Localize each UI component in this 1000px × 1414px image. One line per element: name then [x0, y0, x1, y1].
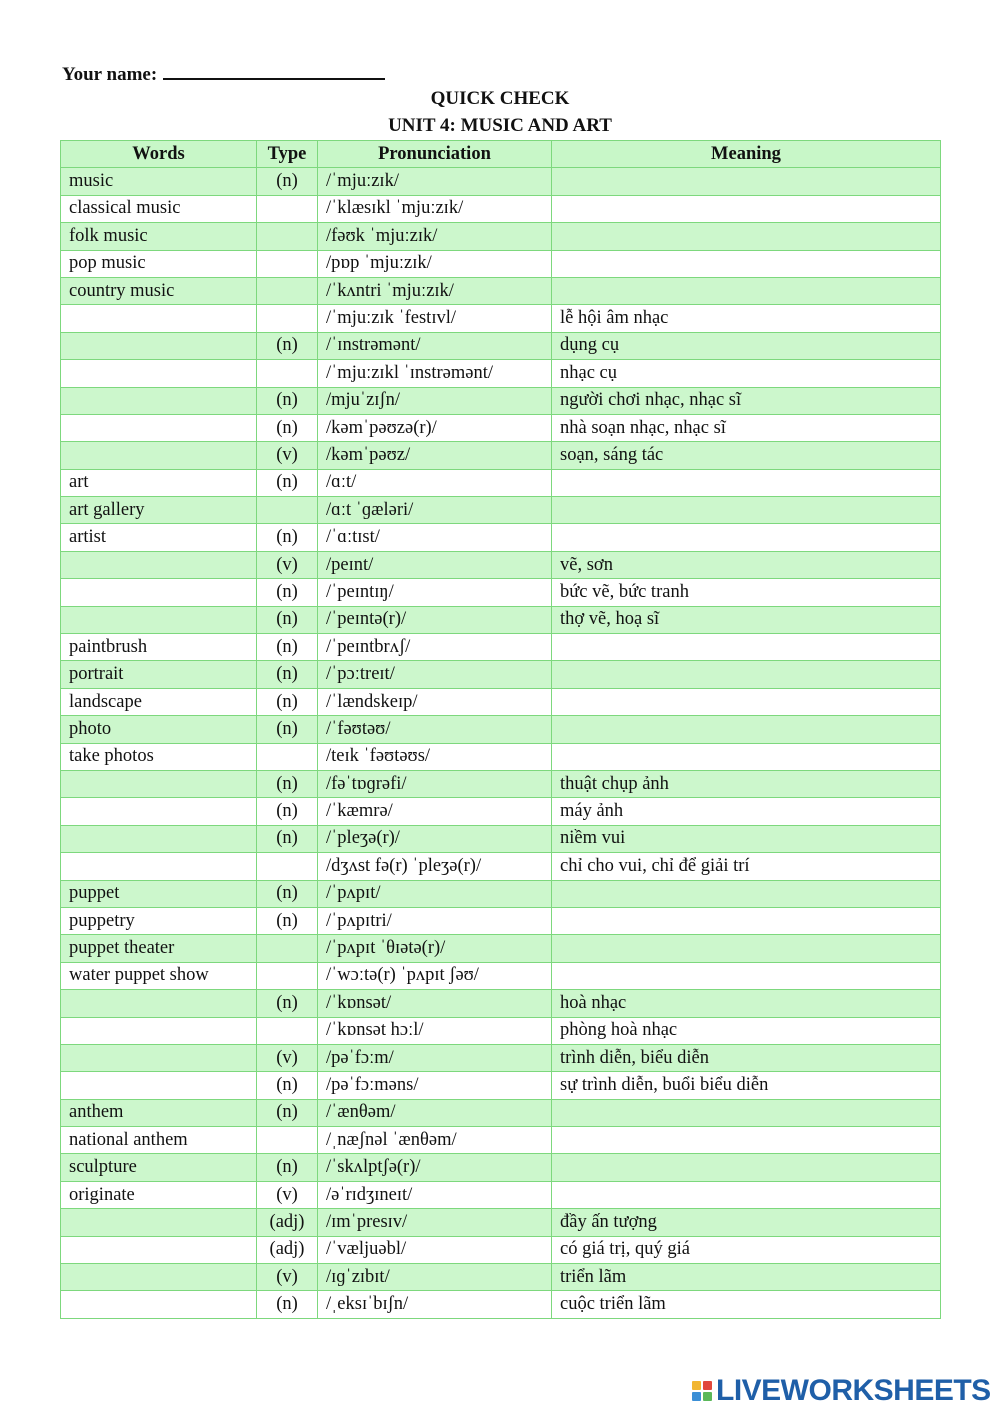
type-cell: [257, 935, 318, 962]
pronunciation-cell: /kəmˈpəʊz/: [318, 442, 552, 469]
meaning-cell[interactable]: [552, 716, 941, 743]
word-cell: photo: [61, 716, 257, 743]
meaning-cell[interactable]: [552, 661, 941, 688]
column-header-type: Type: [257, 141, 318, 168]
pronunciation-cell: /ˈpeɪntɪŋ/: [318, 579, 552, 606]
type-cell: (n): [257, 1099, 318, 1126]
word-cell: sculpture: [61, 1154, 257, 1181]
type-cell: [257, 1127, 318, 1154]
type-cell: (n): [257, 1072, 318, 1099]
column-header-meaning: Meaning: [552, 141, 941, 168]
meaning-cell: phòng hoà nhạc: [552, 1017, 941, 1044]
pronunciation-cell: /teɪk ˈfəʊtəʊs/: [318, 743, 552, 770]
table-row: [61, 1154, 941, 1181]
type-cell: [257, 743, 318, 770]
type-cell: (n): [257, 634, 318, 661]
meaning-cell: nhà soạn nhạc, nhạc sĩ: [552, 414, 941, 441]
word-cell: art: [61, 469, 257, 496]
word-cell[interactable]: [61, 551, 257, 578]
table-row: [61, 716, 941, 743]
table-row: [61, 387, 941, 414]
table-row: [61, 332, 941, 359]
table-row: [61, 305, 941, 332]
word-cell: folk music: [61, 223, 257, 250]
type-cell: (n): [257, 1291, 318, 1318]
table-row: [61, 1017, 941, 1044]
page-title: QUICK CHECK: [430, 88, 570, 109]
word-cell: classical music: [61, 195, 257, 222]
word-cell[interactable]: [61, 360, 257, 387]
word-cell[interactable]: [61, 1264, 257, 1291]
meaning-cell: nhạc cụ: [552, 360, 941, 387]
pronunciation-cell: /dʒʌst fə(r) ˈpleʒə(r)/: [318, 853, 552, 880]
meaning-cell: người chơi nhạc, nhạc sĩ: [552, 387, 941, 414]
type-cell: (n): [257, 990, 318, 1017]
word-cell: puppet theater: [61, 935, 257, 962]
meaning-cell: đầy ấn tượng: [552, 1209, 941, 1236]
liveworksheets-logo: [692, 1374, 991, 1408]
type-cell: [257, 223, 318, 250]
pronunciation-cell: /ˈpʌpɪt/: [318, 880, 552, 907]
table-row: [61, 442, 941, 469]
table-row: [61, 579, 941, 606]
pronunciation-cell: /ˈpleʒə(r)/: [318, 825, 552, 852]
type-cell: (adj): [257, 1236, 318, 1263]
type-cell: (n): [257, 825, 318, 852]
word-cell[interactable]: [61, 414, 257, 441]
meaning-cell: vẽ, sơn: [552, 551, 941, 578]
word-cell: anthem: [61, 1099, 257, 1126]
pronunciation-cell: /fəˈtɒɡrəfi/: [318, 770, 552, 797]
word-cell: portrait: [61, 661, 257, 688]
pronunciation-cell: /ɑːt ˈɡæləri/: [318, 497, 552, 524]
table-row: [61, 469, 941, 496]
pronunciation-cell: /ˌeksɪˈbɪʃn/: [318, 1291, 552, 1318]
meaning-cell[interactable]: [552, 469, 941, 496]
table-row: [61, 195, 941, 222]
pronunciation-cell: /ˈkæmrə/: [318, 798, 552, 825]
word-cell: artist: [61, 524, 257, 551]
logo-square: [703, 1392, 712, 1401]
word-cell[interactable]: [61, 1209, 257, 1236]
pronunciation-cell: /ˈɪnstrəmənt/: [318, 332, 552, 359]
word-cell[interactable]: [61, 798, 257, 825]
table-row: [61, 962, 941, 989]
table-row: [61, 688, 941, 715]
type-cell: [257, 360, 318, 387]
meaning-cell[interactable]: [552, 497, 941, 524]
pronunciation-cell: /ˈkɒnsət/: [318, 990, 552, 1017]
type-cell: (v): [257, 1044, 318, 1071]
pronunciation-cell: /ˈpʌpɪtri/: [318, 907, 552, 934]
name-blank-line[interactable]: [163, 60, 385, 80]
pronunciation-cell: /ˈkɒnsət hɔːl/: [318, 1017, 552, 1044]
type-cell: (adj): [257, 1209, 318, 1236]
word-cell[interactable]: [61, 305, 257, 332]
meaning-cell: soạn, sáng tác: [552, 442, 941, 469]
pronunciation-cell: /ˈmjuːzɪk ˈfestɪvl/: [318, 305, 552, 332]
pronunciation-cell: /fəʊk ˈmjuːzɪk/: [318, 223, 552, 250]
table-row: [61, 853, 941, 880]
type-cell: [257, 250, 318, 277]
type-cell: (n): [257, 579, 318, 606]
word-cell[interactable]: [61, 1017, 257, 1044]
meaning-cell[interactable]: [552, 1154, 941, 1181]
meaning-cell: thuật chụp ảnh: [552, 770, 941, 797]
table-row: [61, 524, 941, 551]
pronunciation-cell: /ˈwɔːtə(r) ˈpʌpɪt ʃəʊ/: [318, 962, 552, 989]
table-row: [61, 1236, 941, 1263]
table-row: [61, 825, 941, 852]
meaning-cell[interactable]: [552, 743, 941, 770]
word-cell: paintbrush: [61, 634, 257, 661]
type-cell: (n): [257, 524, 318, 551]
meaning-cell: lễ hội âm nhạc: [552, 305, 941, 332]
meaning-cell: có giá trị, quý giá: [552, 1236, 941, 1263]
meaning-cell[interactable]: [552, 223, 941, 250]
table-row: [61, 1264, 941, 1291]
word-cell[interactable]: [61, 579, 257, 606]
word-cell: pop music: [61, 250, 257, 277]
meaning-cell: sự trình diễn, buổi biểu diễn: [552, 1072, 941, 1099]
meaning-cell[interactable]: [552, 1181, 941, 1208]
liveworksheets-logo-icon: [692, 1381, 712, 1401]
type-cell: (n): [257, 880, 318, 907]
type-cell: (n): [257, 332, 318, 359]
column-header-pronunciation: Pronunciation: [318, 141, 552, 168]
word-cell: originate: [61, 1181, 257, 1208]
table-row: [61, 634, 941, 661]
meaning-cell: dụng cụ: [552, 332, 941, 359]
type-cell: [257, 1017, 318, 1044]
name-label: Your name:: [62, 64, 158, 85]
pronunciation-cell: /ˈvæljuəbl/: [318, 1236, 552, 1263]
type-cell: [257, 305, 318, 332]
name-field: [62, 60, 385, 86]
type-cell: (v): [257, 1264, 318, 1291]
pronunciation-cell: /ˈɑːtɪst/: [318, 524, 552, 551]
table-header-row: [61, 141, 941, 168]
pronunciation-cell: /ɪɡˈzɪbɪt/: [318, 1264, 552, 1291]
pronunciation-cell: /ˈmjuːzɪk/: [318, 168, 552, 195]
meaning-cell[interactable]: [552, 880, 941, 907]
table-row: [61, 551, 941, 578]
table-row: [61, 1127, 941, 1154]
table-row: [61, 414, 941, 441]
type-cell: (v): [257, 551, 318, 578]
pronunciation-cell: /ˈpeɪntbrʌʃ/: [318, 634, 552, 661]
table-row: [61, 497, 941, 524]
table-row: [61, 1072, 941, 1099]
word-cell[interactable]: [61, 442, 257, 469]
type-cell: [257, 497, 318, 524]
word-cell[interactable]: [61, 1044, 257, 1071]
table-row: [61, 770, 941, 797]
table-row: [61, 1209, 941, 1236]
type-cell: (n): [257, 907, 318, 934]
meaning-cell: trình diễn, biểu diễn: [552, 1044, 941, 1071]
meaning-cell: niềm vui: [552, 825, 941, 852]
logo-square: [703, 1381, 712, 1390]
table-row: [61, 1099, 941, 1126]
vocabulary-table: [60, 140, 941, 1319]
meaning-cell[interactable]: [552, 168, 941, 195]
table-row: [61, 907, 941, 934]
table-row: [61, 1181, 941, 1208]
pronunciation-cell: /ˈmjuːzɪkl ˈɪnstrəmənt/: [318, 360, 552, 387]
table-row: [61, 743, 941, 770]
table-row: [61, 661, 941, 688]
meaning-cell: hoà nhạc: [552, 990, 941, 1017]
pronunciation-cell: /pəˈfɔːm/: [318, 1044, 552, 1071]
word-cell[interactable]: [61, 990, 257, 1017]
type-cell: (n): [257, 1154, 318, 1181]
table-row: [61, 880, 941, 907]
table-row: [61, 250, 941, 277]
pronunciation-cell: /ˈskʌlptʃə(r)/: [318, 1154, 552, 1181]
type-cell: (n): [257, 716, 318, 743]
type-cell: (n): [257, 661, 318, 688]
brand-name: LIVEWORKSHEETS: [716, 1374, 991, 1407]
pronunciation-cell: /kəmˈpəʊzə(r)/: [318, 414, 552, 441]
meaning-cell[interactable]: [552, 634, 941, 661]
word-cell[interactable]: [61, 770, 257, 797]
type-cell: (n): [257, 469, 318, 496]
meaning-cell[interactable]: [552, 962, 941, 989]
pronunciation-cell: /ˈpeɪntə(r)/: [318, 606, 552, 633]
meaning-cell[interactable]: [552, 1099, 941, 1126]
logo-square: [692, 1392, 701, 1401]
word-cell[interactable]: [61, 1291, 257, 1318]
table-row: [61, 1044, 941, 1071]
table-row: [61, 935, 941, 962]
type-cell: (n): [257, 798, 318, 825]
meaning-cell: triển lãm: [552, 1264, 941, 1291]
pronunciation-cell: /pəˈfɔːməns/: [318, 1072, 552, 1099]
table-row: [61, 990, 941, 1017]
word-cell[interactable]: [61, 387, 257, 414]
meaning-cell[interactable]: [552, 907, 941, 934]
word-cell: puppet: [61, 880, 257, 907]
type-cell: [257, 195, 318, 222]
logo-square: [692, 1381, 701, 1390]
pronunciation-cell: /mjuˈzɪʃn/: [318, 387, 552, 414]
word-cell[interactable]: [61, 853, 257, 880]
table-row: [61, 606, 941, 633]
word-cell: music: [61, 168, 257, 195]
meaning-cell[interactable]: [552, 277, 941, 304]
word-cell[interactable]: [61, 1072, 257, 1099]
word-cell: water puppet show: [61, 962, 257, 989]
type-cell: [257, 853, 318, 880]
word-cell[interactable]: [61, 1236, 257, 1263]
type-cell: (n): [257, 168, 318, 195]
meaning-cell[interactable]: [552, 195, 941, 222]
word-cell: landscape: [61, 688, 257, 715]
table-row: [61, 277, 941, 304]
table-row: [61, 223, 941, 250]
pronunciation-cell: /ˌnæʃnəl ˈænθəm/: [318, 1127, 552, 1154]
pronunciation-cell: /ɑːt/: [318, 469, 552, 496]
word-cell: country music: [61, 277, 257, 304]
meaning-cell: máy ảnh: [552, 798, 941, 825]
pronunciation-cell: /ˈlændskeɪp/: [318, 688, 552, 715]
meaning-cell[interactable]: [552, 1127, 941, 1154]
word-cell: art gallery: [61, 497, 257, 524]
table-row: [61, 798, 941, 825]
type-cell: (n): [257, 606, 318, 633]
pronunciation-cell: /ˈkʌntri ˈmjuːzɪk/: [318, 277, 552, 304]
type-cell: (n): [257, 688, 318, 715]
word-cell[interactable]: [61, 332, 257, 359]
type-cell: (v): [257, 1181, 318, 1208]
meaning-cell: bức vẽ, bức tranh: [552, 579, 941, 606]
meaning-cell[interactable]: [552, 250, 941, 277]
meaning-cell: thợ vẽ, hoạ sĩ: [552, 606, 941, 633]
pronunciation-cell: /ˈfəʊtəʊ/: [318, 716, 552, 743]
pronunciation-cell: /əˈrɪdʒɪneɪt/: [318, 1181, 552, 1208]
word-cell[interactable]: [61, 825, 257, 852]
word-cell: take photos: [61, 743, 257, 770]
meaning-cell: chỉ cho vui, chỉ để giải trí: [552, 853, 941, 880]
type-cell: [257, 962, 318, 989]
table-row: [61, 168, 941, 195]
type-cell: (n): [257, 387, 318, 414]
meaning-cell: cuộc triển lãm: [552, 1291, 941, 1318]
pronunciation-cell: /ˈpɔːtreɪt/: [318, 661, 552, 688]
pronunciation-cell: /peɪnt/: [318, 551, 552, 578]
page-subtitle: UNIT 4: MUSIC AND ART: [388, 115, 612, 136]
pronunciation-cell: /pɒp ˈmjuːzɪk/: [318, 250, 552, 277]
word-cell[interactable]: [61, 606, 257, 633]
table-row: [61, 1291, 941, 1318]
table-body: [61, 168, 941, 1318]
type-cell: (v): [257, 442, 318, 469]
type-cell: (n): [257, 414, 318, 441]
meaning-cell[interactable]: [552, 935, 941, 962]
pronunciation-cell: /ˈklæsɪkl ˈmjuːzɪk/: [318, 195, 552, 222]
table-row: [61, 360, 941, 387]
meaning-cell[interactable]: [552, 524, 941, 551]
meaning-cell[interactable]: [552, 688, 941, 715]
column-header-words: Words: [61, 141, 257, 168]
type-cell: (n): [257, 770, 318, 797]
pronunciation-cell: /ɪmˈpresɪv/: [318, 1209, 552, 1236]
word-cell: puppetry: [61, 907, 257, 934]
word-cell: national anthem: [61, 1127, 257, 1154]
pronunciation-cell: /ˈpʌpɪt ˈθɪətə(r)/: [318, 935, 552, 962]
pronunciation-cell: /ˈænθəm/: [318, 1099, 552, 1126]
type-cell: [257, 277, 318, 304]
